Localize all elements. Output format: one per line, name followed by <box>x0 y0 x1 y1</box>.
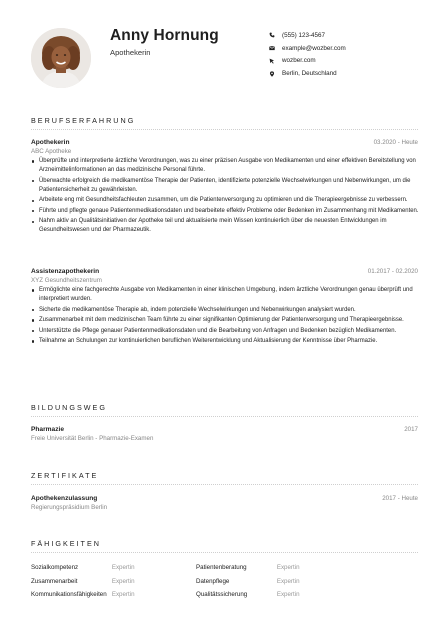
list-item: Nahm aktiv an Qualitätsinitiativen der Apotheke teil und aktualisierte mein Wissen kontinuierlich über die neuesten Entwicklungen im Gesundheitswesen und der Pharmazeutik. <box>31 217 419 235</box>
skill-row <box>31 561 361 575</box>
skill-name: Zusammenarbeit <box>31 577 78 585</box>
skill-name: Datenpflege <box>196 577 230 585</box>
skill-row <box>31 588 361 602</box>
list-item: Führte und pflegte genaue Patientenmedikationsdaten und bearbeitete effektiv Probleme oder Bedenken im Zusammenhang mit Medikamenten. <box>31 207 419 216</box>
website-icon <box>269 58 279 64</box>
list-item: Zusammenarbeit mit dem medizinischen Team führte zu einer signifikanten Optimierung der Patientenversorgung und Therapieergebnisse. <box>31 316 419 325</box>
job-2-role: Assistenzapothekerin <box>31 268 100 275</box>
certificates-divider <box>31 484 418 485</box>
skill-name: Qualitätssicherung <box>196 591 248 599</box>
portrait-photo <box>31 28 91 88</box>
job-2-bullets <box>31 286 419 348</box>
skill-level: Expertin <box>276 577 300 585</box>
skills-divider <box>31 552 418 553</box>
list-item: Ermöglichte eine fachgerechte Ausgabe von Medikamenten in einer klinischen Umgebung, indem ärztliche Verordnungen genau überprüft und interpretiert wurden. <box>31 286 419 304</box>
experience-divider <box>31 129 418 130</box>
certificate-date: 2017 - Heute <box>382 495 418 502</box>
list-item: Sicherte die medikamentöse Therapie ab, indem potenzielle Wechselwirkungen und Nebenwirkungen analysiert wurden. <box>31 306 419 315</box>
skill-level: Expertin <box>111 577 135 585</box>
skill-level: Expertin <box>276 591 300 599</box>
skill-level: Expertin <box>276 564 300 572</box>
list-item: Arbeitete eng mit Gesundheitsfachleuten zusammen, um die Patientenversorgung zu optimieren und die Therapieergebnisse zu verbessern. <box>31 196 419 205</box>
contact-list <box>269 29 346 80</box>
website-text: wozber.com <box>282 57 316 65</box>
email-icon <box>269 45 279 51</box>
location-text: Berlin, Deutschland <box>282 70 337 78</box>
education-heading: BILDUNGSWEG <box>31 403 107 412</box>
skill-row <box>31 575 361 589</box>
skill-name: Patientenberatung <box>196 564 247 572</box>
list-item: Teilnahme an Schulungen zur kontinuierlichen beruflichen Weiterentwicklung und Aktualisierung der Kenntnisse über Pharmazie. <box>31 337 419 346</box>
phone-text: (555) 123-4567 <box>282 31 326 39</box>
job-1-role: Apothekerin <box>31 139 70 146</box>
email-text: example@wozber.com <box>282 44 346 52</box>
phone-icon <box>269 32 279 38</box>
education-institution: Freie Universität Berlin - Pharmazie-Examen <box>31 435 154 442</box>
contact-website <box>269 55 346 68</box>
education-divider <box>31 416 418 417</box>
certificate-name: Apothekenzulassung <box>31 495 98 502</box>
certificate-issuer: Regierungspräsidium Berlin <box>31 504 108 511</box>
contact-email <box>269 42 346 55</box>
skill-level: Expertin <box>111 564 135 572</box>
skills-table <box>31 561 361 602</box>
job-2-company: XYZ Gesundheitszentrum <box>31 277 102 284</box>
skills-heading: FÄHIGKEITEN <box>31 539 101 548</box>
certificates-heading: ZERTIFIKATE <box>31 471 99 480</box>
education-date: 2017 <box>404 426 418 433</box>
avatar <box>31 28 91 88</box>
job-title: Apothekerin <box>110 48 151 57</box>
job-2-dates: 01.2017 - 02.2020 <box>367 268 418 275</box>
contact-phone <box>269 29 346 42</box>
candidate-name: Anny Hornung <box>110 27 219 44</box>
job-1-bullets <box>31 157 419 237</box>
skill-name: Kommunikationsfähigkeiten <box>31 591 107 599</box>
experience-heading: BERUFSERFAHRUNG <box>31 116 136 125</box>
skill-name: Sozialkompetenz <box>31 564 79 572</box>
skill-level: Expertin <box>111 591 135 599</box>
job-1-company: ABC Apotheke <box>31 148 72 155</box>
list-item: Überwachte erfolgreich die medikamentöse Therapie der Patienten, identifizierte potenzielle Wechselwirkungen und Nebenwirkungen, um die Patientensicherheit zu gewährleisten. <box>31 177 419 195</box>
job-1-dates: 03.2020 - Heute <box>373 139 418 146</box>
education-degree: Pharmazie <box>31 426 64 433</box>
list-item: Überprüfte und interpretierte ärztliche Verordnungen, was zu einer präzisen Ausgabe von Medikamenten und einer effektiven Bereitstellung von Arzneimittelinformationen an das medizinische Personal führte. <box>31 157 419 175</box>
location-icon <box>269 71 279 77</box>
contact-location <box>269 67 346 80</box>
list-item: Unterstützte die Pflege genauer Patientenmedikationsdaten und die Bearbeitung von Anfragen und Bedenken bezüglich Medikamenten. <box>31 327 419 336</box>
